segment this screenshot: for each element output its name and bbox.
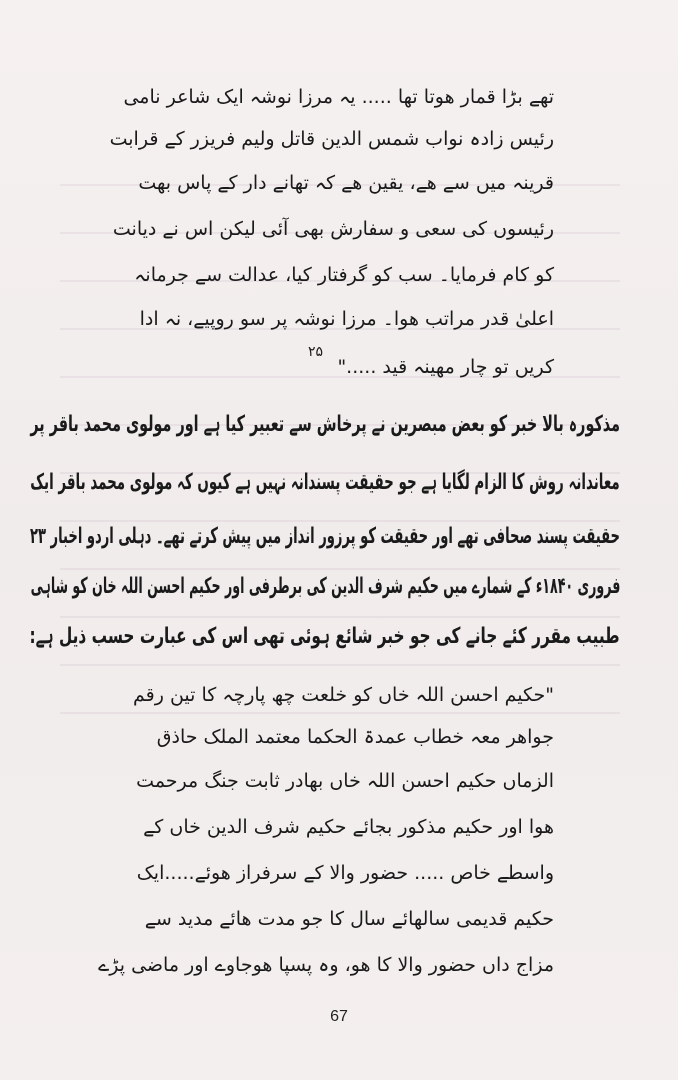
quote1-line: رئیس زادہ نواب شمس الدین قاتل ولیم فریزر کے قرابت (109, 128, 554, 150)
quote1-line: قرینہ میں سے ھے، یقین ھے کہ تھانے دار کے پاس بھت (138, 172, 554, 194)
quote1-line: اعلیٰ قدر مراتب ھوا۔ مرزا نوشہ پر سو روپیے، نہ ادا (139, 308, 554, 330)
quote2-line: ھوا اور حکیم مذکور بجائے حکیم شرف الدین خاں کے (143, 816, 554, 838)
quote1-line: رئیسوں کی سعی و سفارش بھی آئی لیکن اس نے دیانت (112, 218, 554, 240)
quote2-line: مزاج داں حضور والا کا ھو، وہ پسپا ھوجاوے اور ماضی پڑے (98, 954, 554, 976)
body-line: فروری ۱۸۴۰ء کے شمارے میں حکیم شرف الدین کی برطرفی اور حکیم احسن اللہ خان کو شاہی (30, 574, 620, 599)
quote2-line: جواھر معہ خطاب عمدۃ الحکما معتمد الملک حاذق (156, 726, 554, 748)
quote2-line: "حکیم احسن اللہ خاں کو خلعت چھ پارچہ کا تین رقم (133, 684, 554, 706)
quote1-line: کریں تو چار مھینہ قید ....." (337, 356, 554, 378)
quote1-line: کو کام فرمایا۔ سب کو گرفتار کیا، عدالت سے جرمانہ (134, 264, 554, 286)
reverse-side-bleed-through (60, 150, 620, 750)
quote2-line: حکیم قدیمی سالھائے سال کا جو مدت ھائے مدید سے (144, 908, 554, 930)
body-line: حقیقت پسند صحافی تھے اور حقیقت کو پرزور انداز میں پیش کرتے تھے۔ دہلی اردو اخبار ۲۳ (29, 524, 621, 549)
quote2-line: واسطے خاص ..... حضور والا کے سرفراز ھوئے.....ایک (136, 862, 554, 884)
quote2-line: الزماں حکیم احسن اللہ خاں بھادر ثابت جنگ مرحمت (136, 770, 554, 792)
page-number: 67 (330, 1008, 348, 1025)
footnote-marker: ۲۵ (308, 344, 324, 360)
body-line: طبیب مقرر کئے جانے کی جو خبر شائع ہوئی تھی اس کی عبارت حسب ذیل ہے: (29, 624, 620, 649)
body-line: مذکورہ بالا خبر کو بعض مبصرین نے پرخاش سے تعبیر کیا ہے اور مولوی محمد باقر پر (30, 412, 620, 437)
quote1-line: تھے بڑا قمار ھوتا تھا ..... یہ مرزا نوشہ ایک شاعر نامی (123, 86, 554, 108)
body-line: معاندانہ روش کا الزام لگایا ہے جو حقیقت پسندانہ نہیں ہے کیوں کہ مولوی محمد باقر ایک (30, 470, 620, 495)
